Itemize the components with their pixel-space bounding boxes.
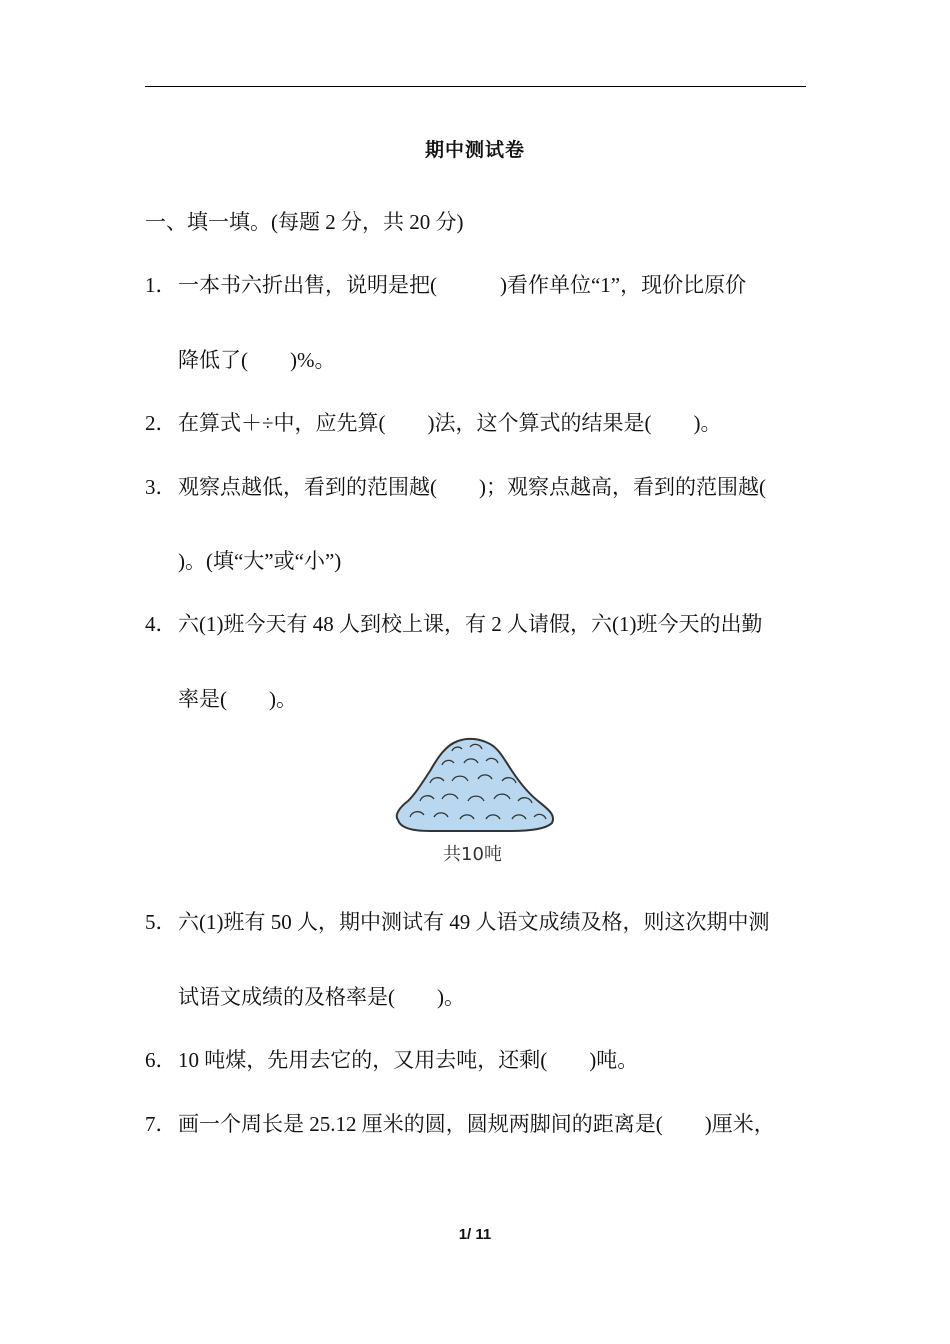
question-number: 7． xyxy=(145,1112,177,1136)
question-number: 1． xyxy=(145,273,177,297)
figure-caption: 共10吨 xyxy=(443,844,502,865)
question-number: 2． xyxy=(145,411,177,435)
question-text: 降低了( )%。 xyxy=(178,348,336,372)
question-number: 3． xyxy=(145,475,177,499)
question-text: 率是( )。 xyxy=(178,687,297,711)
question-text: 画一个周长是 25.12 厘米的圆，圆规两脚间的距离是( )厘米， xyxy=(178,1112,775,1136)
question-text: )。(填“大”或“小”) xyxy=(178,549,342,573)
page-number: 1/ 11 xyxy=(458,1226,492,1243)
question-text: 试语文成绩的及格率是( )。 xyxy=(178,985,465,1009)
question-text: 六(1)班有 50 人，期中测试有 49 人语文成绩及格，则这次期中测 xyxy=(178,910,770,934)
section-heading: 一、填一填。(每题 2 分，共 20 分) xyxy=(145,210,464,234)
header-rule xyxy=(145,86,806,87)
coal-pile-icon xyxy=(390,735,560,835)
question-number: 5． xyxy=(145,910,177,934)
question-text: 10 吨煤，先用去它的，又用去吨，还剩( )吨。 xyxy=(178,1048,639,1072)
question-text: 六(1)班今天有 48 人到校上课，有 2 人请假，六(1)班今天的出勤 xyxy=(178,612,763,636)
question-number: 4． xyxy=(145,612,177,636)
question-text: 一本书六折出售，说明是把( )看作单位“1”，现价比原价 xyxy=(178,273,747,297)
question-text: 观察点越低，看到的范围越( )；观察点越高，看到的范围越( xyxy=(178,475,766,499)
page-title: 期中测试卷 xyxy=(424,139,525,161)
question-number: 6． xyxy=(145,1048,177,1072)
question-text: 在算式＋÷中，应先算( )法，这个算式的结果是( )。 xyxy=(178,411,722,435)
